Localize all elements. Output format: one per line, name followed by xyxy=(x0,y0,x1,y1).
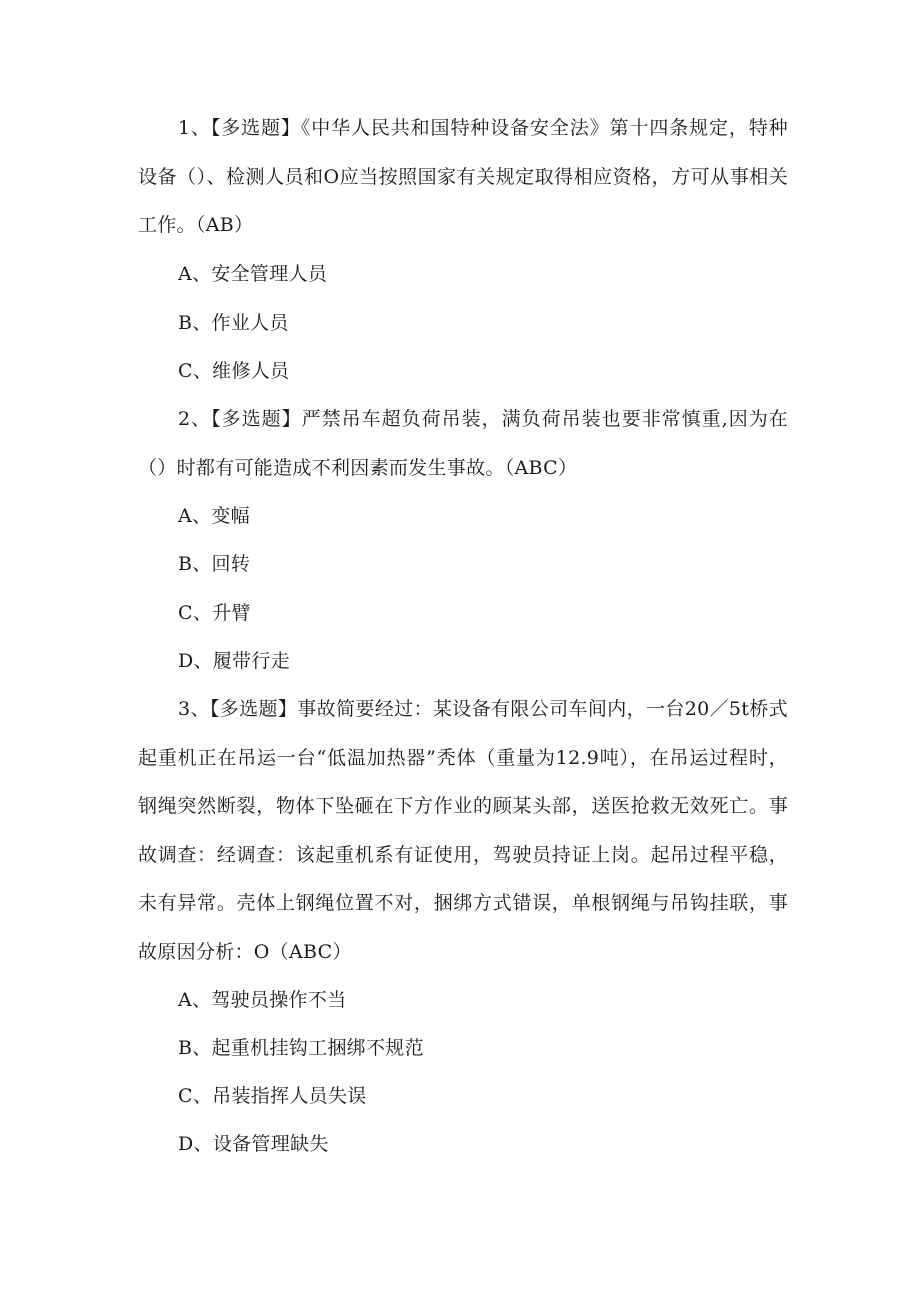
question-1-option-a: A、安全管理人员 xyxy=(178,263,328,285)
question-3-text: 3、【多选题】事故简要经过：某设备有限公司车间内，一台20／5t桥式起重机正在吊运一台“低温加热器”秃体（重量为12.9吨），在吊运过程时，钢绳突然断裂，物体下坠砸在下方作业的顾某头部，送医抢救无效死亡。事故调查：经调查：该起重机系有证使用，驾驶员持证上岗。起吊过程平稳，未有异常。壳体上钢绳位置不对，捆绑方式错误，单根钢绳与吊钩挂联，事故原因分析：O（ABC） xyxy=(138,698,788,963)
question-3-option-d: D、设备管理缺失 xyxy=(178,1133,329,1155)
question-2-text: 2、【多选题】严禁吊车超负荷吊装，满负荷吊装也要非常慎重,因为在（）时都有可能造成不利因素而发生事故。（ABC） xyxy=(138,408,788,479)
question-3-option-a: A、驾驶员操作不当 xyxy=(178,989,347,1011)
question-1-option-b: B、作业人员 xyxy=(178,312,289,334)
question-1-option-c: C、维修人员 xyxy=(178,360,290,382)
question-3-option-c: C、吊装指挥人员失误 xyxy=(178,1085,367,1107)
question-3-option-b: B、起重机挂钩工捆绑不规范 xyxy=(178,1037,424,1059)
question-2-option-b: B、回转 xyxy=(178,553,251,575)
question-2-option-c: C、升臂 xyxy=(178,602,251,624)
question-2-option-a: A、变幅 xyxy=(178,505,250,527)
question-2-option-d: D、履带行走 xyxy=(178,650,291,672)
question-1-text: 1、【多选题】《中华人民共和国特种设备安全法》第十四条规定，特种设备（）、检测人员和O应当按照国家有关规定取得相应资格，方可从事相关工作。（AB） xyxy=(138,117,788,236)
